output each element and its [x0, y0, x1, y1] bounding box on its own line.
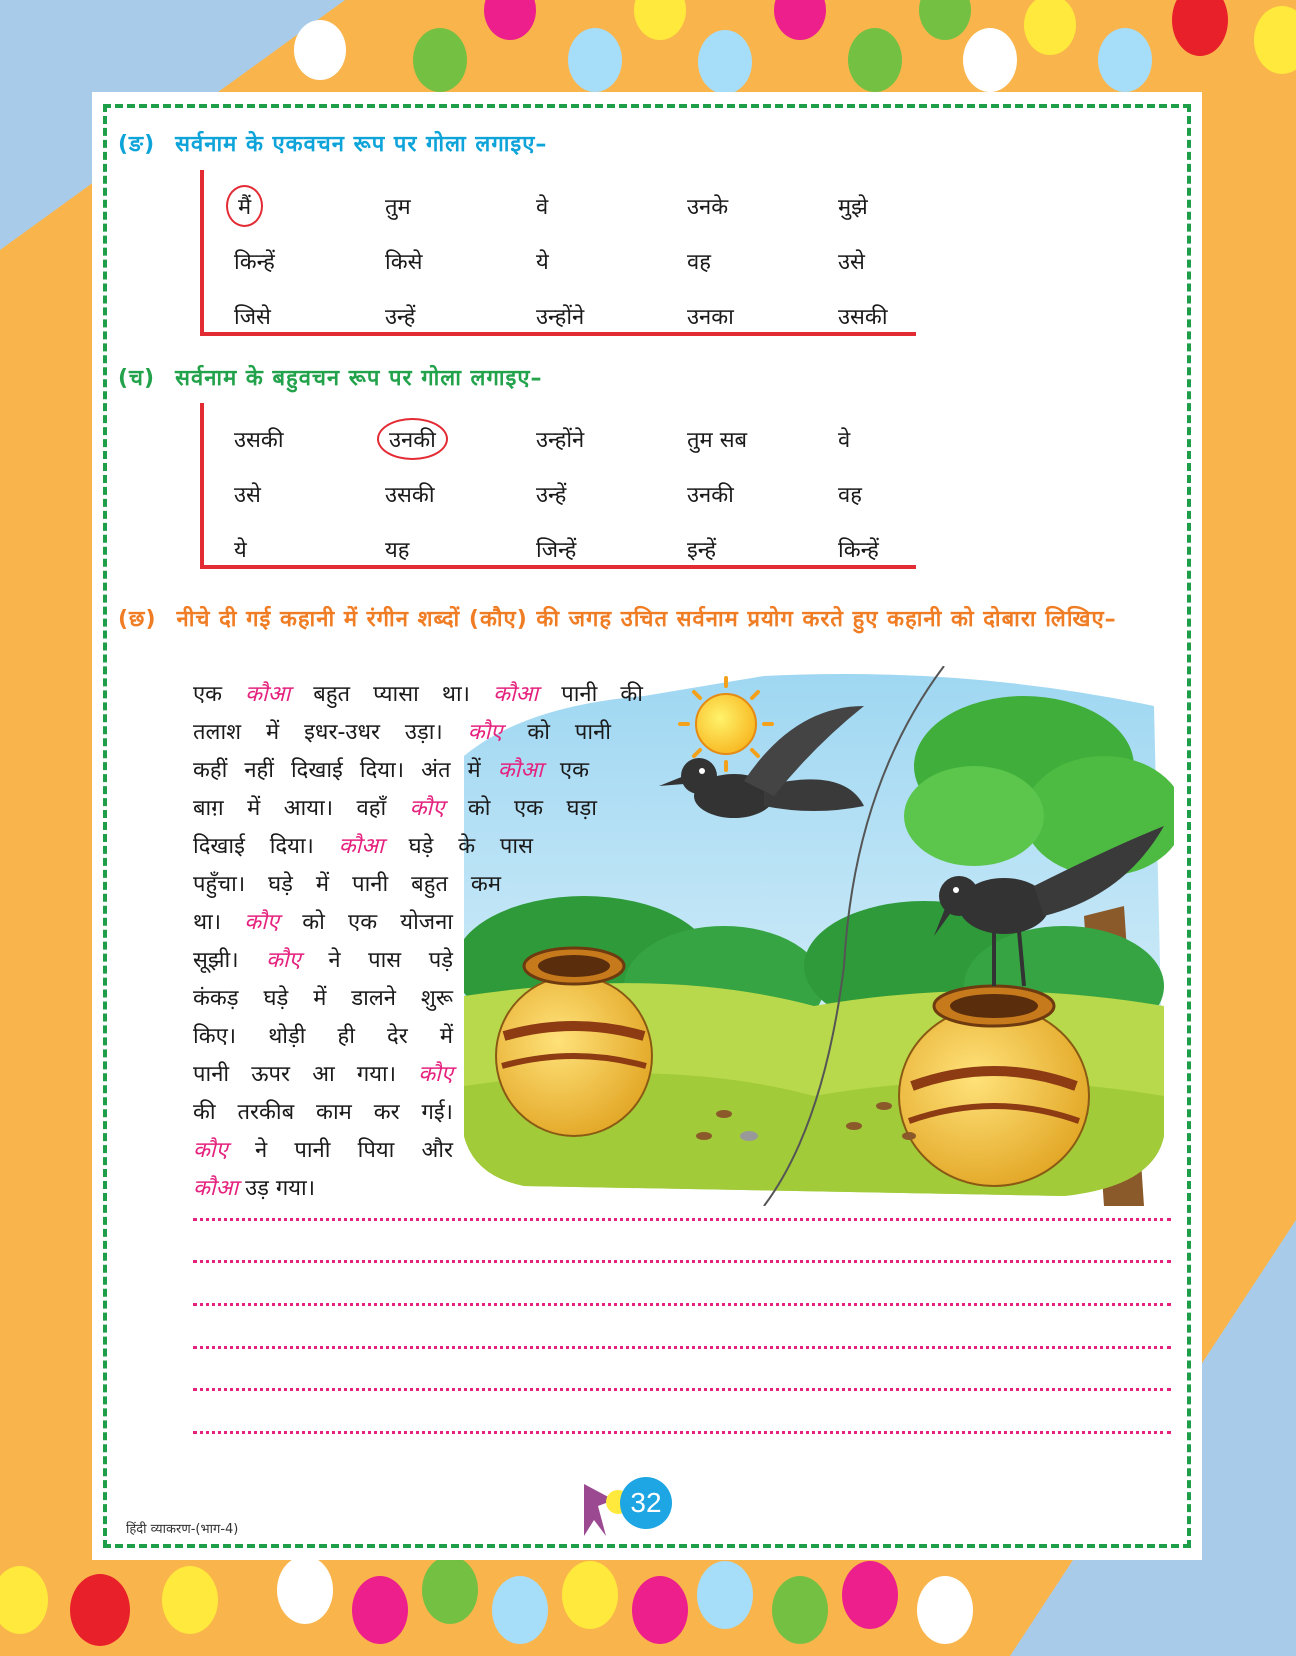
- story-line: [193, 904, 453, 942]
- word[interactable]: किसे: [385, 249, 423, 275]
- section-chh-title: नीचे दी गई कहानी में रंगीन शब्दों (कौए) की जगह उचित सर्वनाम प्रयोग करते हुए कहानी को दोबारा लिखिए–: [176, 607, 1117, 632]
- highlighted-word: कौए: [409, 796, 445, 821]
- story-line: [193, 1132, 453, 1170]
- word[interactable]: किन्हें: [234, 249, 275, 275]
- word[interactable]: उन्हें: [536, 482, 567, 508]
- word[interactable]: तुम: [385, 194, 411, 220]
- word-circled[interactable]: उनकी: [385, 411, 536, 466]
- story-segment: को पानी: [502, 720, 611, 745]
- story-segment: दिखाई दिया।: [193, 834, 339, 859]
- story-segment: पहुँचा। घड़े में पानी बहुत कम: [193, 872, 501, 897]
- word[interactable]: ये: [536, 249, 549, 275]
- book-title: हिंदी व्याकरण-(भाग-4): [126, 1522, 239, 1537]
- answer-line[interactable]: [193, 1218, 1171, 1221]
- story-segment: एक: [542, 758, 589, 783]
- story-segment: उड़ गया।: [238, 1176, 316, 1201]
- section-e-number: (ङ): [118, 132, 156, 157]
- word[interactable]: वे: [536, 194, 549, 220]
- story-segment: बहुत प्यासा था।: [290, 682, 494, 707]
- word[interactable]: किन्हें: [838, 537, 879, 563]
- story-line: [193, 866, 501, 904]
- story-segment: तलाश में इधर-उधर उड़ा।: [193, 720, 468, 745]
- story-segment: एक: [193, 682, 246, 707]
- word[interactable]: उन्हें: [385, 304, 416, 330]
- story-line: [193, 828, 533, 866]
- story-line: [193, 980, 453, 1018]
- word[interactable]: वह: [687, 249, 711, 275]
- page-number: 32: [620, 1477, 672, 1529]
- story-segment: पानी की: [538, 682, 643, 707]
- word[interactable]: वह: [838, 482, 862, 508]
- section-e-word-box: [200, 170, 916, 336]
- highlighted-word: कौआ: [497, 758, 543, 783]
- section-ch-word-box: [200, 403, 916, 569]
- word[interactable]: उनके: [687, 194, 729, 220]
- story-segment: को एक योजना: [279, 910, 453, 935]
- word[interactable]: उन्होंने: [536, 304, 585, 330]
- story-line: [193, 790, 597, 828]
- section-ch-title: सर्वनाम के बहुवचन रूप पर गोला लगाइए–: [175, 366, 543, 391]
- story-segment: बाग़ में आया। वहाँ: [193, 796, 410, 821]
- highlighted-word: कौआ: [493, 682, 539, 707]
- story-segment: किए। थोड़ी ही देर में: [193, 1024, 453, 1049]
- section-ch-word-grid: [234, 411, 989, 576]
- word[interactable]: उसकी: [838, 304, 888, 330]
- story-line: [193, 1094, 453, 1132]
- story-segment: सूझी।: [193, 948, 267, 973]
- word[interactable]: उसे: [838, 249, 865, 275]
- highlighted-word: कौआ: [193, 1176, 239, 1201]
- word[interactable]: इन्हें: [687, 537, 717, 563]
- word-circled[interactable]: मैं: [234, 178, 385, 233]
- story-line: [193, 1018, 453, 1056]
- story-segment: पानी ऊपर आ गया।: [193, 1062, 419, 1087]
- word[interactable]: उन्होंने: [536, 427, 585, 453]
- story-segment: था।: [193, 910, 245, 935]
- word[interactable]: यह: [385, 537, 410, 563]
- highlighted-word: कौए: [266, 948, 301, 973]
- highlighted-word: कौआ: [338, 834, 384, 859]
- answer-line[interactable]: [193, 1346, 1171, 1349]
- word[interactable]: मुझे: [838, 194, 868, 220]
- story-line: [193, 714, 611, 752]
- story-line: [193, 1170, 643, 1208]
- word[interactable]: उसकी: [385, 482, 435, 508]
- word[interactable]: उनकी: [687, 482, 734, 508]
- story-segment: कहीं नहीं दिखाई दिया। अंत में: [193, 758, 498, 783]
- story-line: [193, 1056, 453, 1094]
- story-line: [193, 676, 643, 714]
- highlighted-word: कौआ: [245, 682, 291, 707]
- word[interactable]: जिसे: [234, 304, 271, 330]
- story-line: [193, 752, 589, 790]
- story-segment: की तरकीब काम कर गई।: [193, 1100, 453, 1125]
- word[interactable]: तुम सब: [687, 427, 748, 453]
- story-segment: ने पानी पिया और: [227, 1138, 453, 1163]
- section-e-title: सर्वनाम के एकवचन रूप पर गोला लगाइए–: [175, 132, 548, 157]
- story-segment: घड़े के पास: [383, 834, 533, 859]
- story-line: [193, 942, 453, 980]
- story-segment: कंकड़ घड़े में डालने शुरू: [193, 986, 453, 1011]
- word[interactable]: उसकी: [234, 427, 284, 453]
- highlighted-word: कौए: [418, 1062, 453, 1087]
- answer-line[interactable]: [193, 1431, 1171, 1434]
- answer-line[interactable]: [193, 1388, 1171, 1391]
- section-chh-heading: [118, 600, 1157, 640]
- highlighted-word: कौए: [193, 1138, 228, 1163]
- section-ch-heading: [118, 362, 543, 392]
- highlighted-word: कौए: [244, 910, 280, 935]
- answer-line[interactable]: [193, 1260, 1171, 1263]
- section-chh-number: (छ): [118, 607, 157, 632]
- section-e-heading: [118, 128, 547, 158]
- story-text: [193, 676, 643, 1208]
- highlighted-word: कौए: [467, 720, 503, 745]
- story-segment: को एक घड़ा: [444, 796, 597, 821]
- word[interactable]: ये: [234, 537, 247, 563]
- word[interactable]: वे: [838, 427, 851, 453]
- answer-line[interactable]: [193, 1303, 1171, 1306]
- story-segment: ने पास पड़े: [300, 948, 453, 973]
- section-ch-number: (च): [118, 366, 156, 391]
- word[interactable]: उनका: [687, 304, 734, 330]
- word[interactable]: जिन्हें: [536, 537, 577, 563]
- section-e-word-grid: [234, 178, 989, 343]
- word[interactable]: उसे: [234, 482, 261, 508]
